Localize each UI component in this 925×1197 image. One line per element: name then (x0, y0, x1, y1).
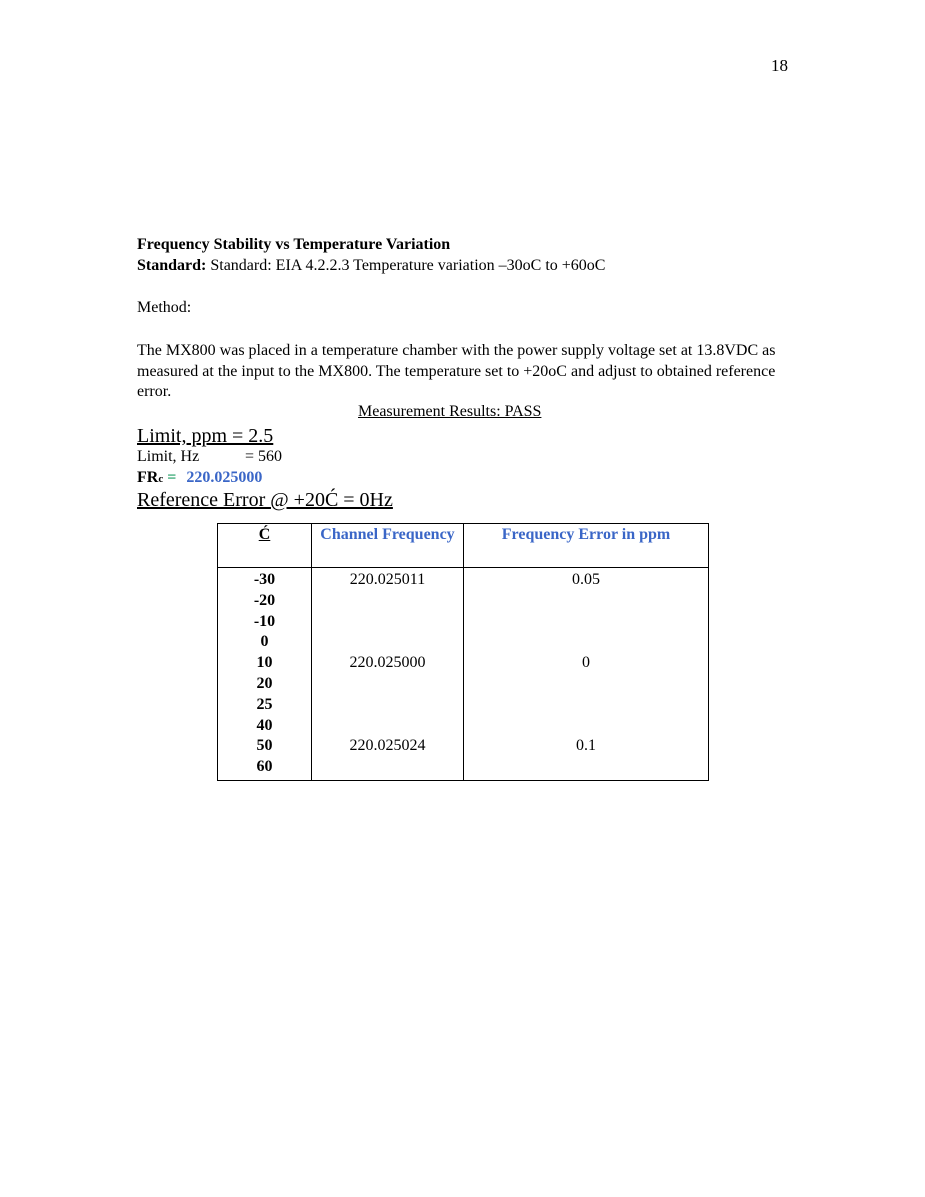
table-row (218, 757, 709, 780)
cell-ppm (464, 695, 709, 716)
cell-ppm (464, 674, 709, 695)
frc-line (137, 469, 262, 487)
cell-ppm: 0.05 (464, 568, 709, 591)
frc-subscript: c (158, 473, 164, 485)
cell-frequency (312, 695, 464, 716)
cell-frequency (312, 632, 464, 653)
header-channel-frequency: Channel Frequency (312, 524, 464, 568)
table-row (218, 653, 709, 674)
standard-label: Standard: (137, 257, 207, 274)
section-title: Frequency Stability vs Temperature Variation (137, 236, 451, 253)
cell-frequency (312, 612, 464, 633)
limit-hz-value: = 560 (245, 448, 283, 465)
cell-frequency: 220.025024 (312, 736, 464, 757)
cell-temperature: 20 (218, 674, 312, 695)
cell-ppm: 0.1 (464, 736, 709, 757)
header-temperature: Ć (218, 524, 312, 568)
results-table (217, 523, 709, 781)
frc-equals: = (163, 469, 177, 486)
cell-frequency: 220.025011 (312, 568, 464, 591)
cell-ppm (464, 716, 709, 737)
cell-frequency (312, 591, 464, 612)
frc-value: 220.025000 (186, 469, 263, 486)
cell-frequency (312, 674, 464, 695)
table-row (218, 591, 709, 612)
cell-temperature: 25 (218, 695, 312, 716)
cell-temperature: 40 (218, 716, 312, 737)
cell-frequency (312, 716, 464, 737)
page-number: 18 (771, 56, 788, 75)
cell-frequency: 220.025000 (312, 653, 464, 674)
limit-hz-label: Limit, Hz (137, 448, 200, 465)
cell-ppm: 0 (464, 653, 709, 674)
cell-temperature: 10 (218, 653, 312, 674)
cell-temperature: 50 (218, 736, 312, 757)
table-row (218, 674, 709, 695)
cell-temperature: 0 (218, 632, 312, 653)
table-row (218, 695, 709, 716)
reference-error: Reference Error @ +20Ć = 0Hz (137, 489, 393, 511)
method-paragraph: The MX800 was placed in a temperature chamber with the power supply voltage set at 13.8VDC as measured at the input to the MX800. The temperature set to +20oC and adjust to obtained reference error. (137, 342, 776, 400)
cell-temperature: -10 (218, 612, 312, 633)
method-label: Method: (137, 299, 192, 316)
standard-line (137, 257, 605, 275)
cell-ppm (464, 612, 709, 633)
table-row (218, 716, 709, 737)
table-header-row (218, 524, 709, 568)
table-row (218, 736, 709, 757)
cell-temperature: 60 (218, 757, 312, 780)
cell-ppm (464, 591, 709, 612)
header-frequency-error: Frequency Error in ppm (464, 524, 709, 568)
cell-temperature: -20 (218, 591, 312, 612)
cell-ppm (464, 757, 709, 780)
frc-label: FR (137, 469, 159, 486)
cell-frequency (312, 757, 464, 780)
measurement-results: Measurement Results: PASS (358, 403, 542, 420)
cell-ppm (464, 632, 709, 653)
limit-hz (137, 448, 283, 466)
limit-ppm: Limit, ppm = 2.5 (137, 425, 274, 447)
table-row (218, 568, 709, 591)
table-row (218, 632, 709, 653)
cell-temperature: -30 (218, 568, 312, 591)
standard-text: Standard: EIA 4.2.2.3 Temperature variation –30oC to +60oC (210, 257, 606, 274)
table-row (218, 612, 709, 633)
